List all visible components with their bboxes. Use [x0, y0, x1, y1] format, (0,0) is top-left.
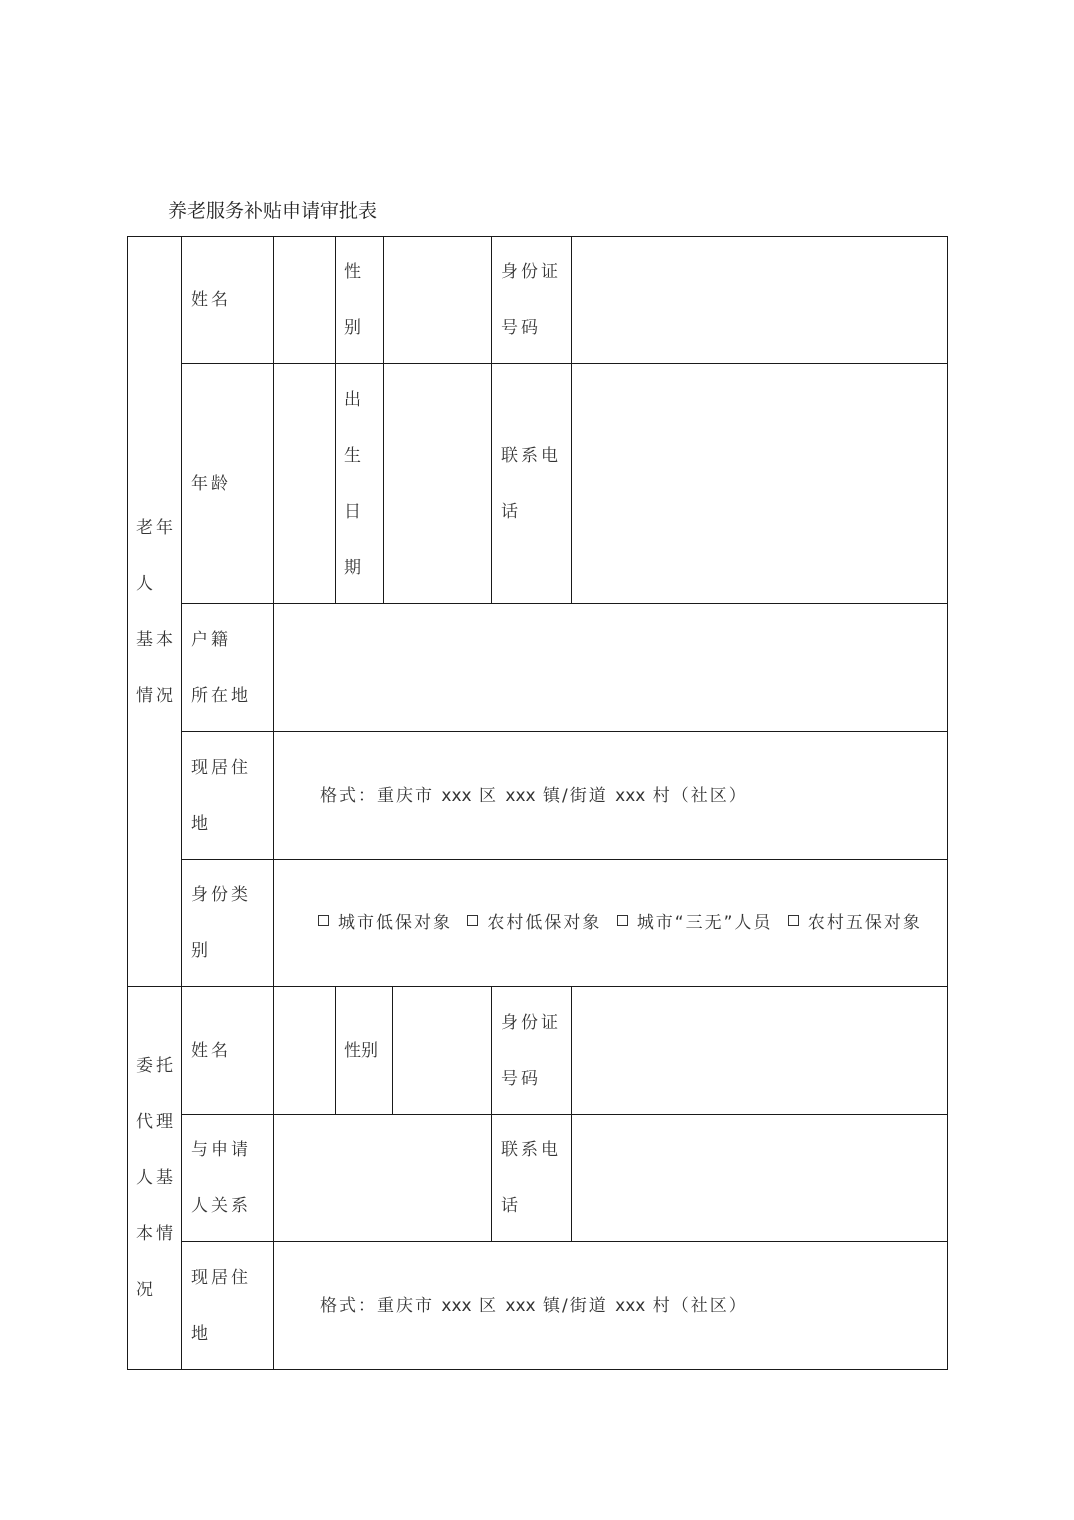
elder-category-label: 身份类 别 [182, 860, 274, 987]
elder-residence-label: 现居住 地 [182, 732, 274, 860]
elder-category-options [274, 860, 948, 987]
agent-name-label: 姓名 [182, 987, 274, 1115]
elder-gender-field[interactable] [384, 237, 492, 364]
category-option-rural-dibao[interactable]: 农村低保对象 [467, 913, 601, 933]
checkbox-icon[interactable] [318, 915, 329, 926]
elder-age-field[interactable] [274, 364, 336, 604]
elder-birth-label: 出 生 日 期 [336, 364, 384, 604]
agent-relation-label: 与申请 人关系 [182, 1115, 274, 1242]
document-title: 养老服务补贴申请审批表 [168, 200, 378, 222]
checkbox-icon[interactable] [617, 915, 628, 926]
elder-id-field[interactable] [572, 237, 948, 364]
elder-hukou-field[interactable] [274, 604, 948, 732]
elder-residence-format[interactable]: 格式：重庆市 xxx 区 xxx 镇/街道 xxx 村（社区） [274, 732, 948, 860]
elder-phone-field[interactable] [572, 364, 948, 604]
category-option-urban-sanwu[interactable]: 城市“三无”人员 [617, 913, 773, 933]
application-form-table [127, 236, 948, 1370]
agent-name-field[interactable] [274, 987, 336, 1115]
agent-phone-label: 联系电 话 [492, 1115, 572, 1242]
agent-residence-label: 现居住 地 [182, 1242, 274, 1370]
agent-gender-label: 性别 [336, 987, 393, 1115]
elder-birth-field[interactable] [384, 364, 492, 604]
elder-id-label: 身份证 号码 [492, 237, 572, 364]
agent-relation-field[interactable] [274, 1115, 492, 1242]
category-option-rural-wubao[interactable]: 农村五保对象 [788, 913, 922, 933]
elder-name-field[interactable] [274, 237, 336, 364]
elder-phone-label: 联系电 话 [492, 364, 572, 604]
agent-id-field[interactable] [572, 987, 948, 1115]
elder-section-label: 老年 人 基本 情况 [128, 237, 182, 987]
checkbox-icon[interactable] [467, 915, 478, 926]
elder-gender-label: 性 别 [336, 237, 384, 364]
checkbox-icon[interactable] [788, 915, 799, 926]
agent-section-label: 委托 代理 人基 本情 况 [128, 987, 182, 1370]
agent-phone-field[interactable] [572, 1115, 948, 1242]
elder-name-label: 姓名 [182, 237, 274, 364]
category-option-urban-dibao[interactable]: 城市低保对象 [318, 913, 452, 933]
agent-residence-format[interactable]: 格式：重庆市 xxx 区 xxx 镇/街道 xxx 村（社区） [274, 1242, 948, 1370]
agent-id-label: 身份证 号码 [492, 987, 572, 1115]
elder-hukou-label: 户籍 所在地 [182, 604, 274, 732]
agent-gender-field[interactable] [393, 987, 492, 1115]
elder-age-label: 年龄 [182, 364, 274, 604]
